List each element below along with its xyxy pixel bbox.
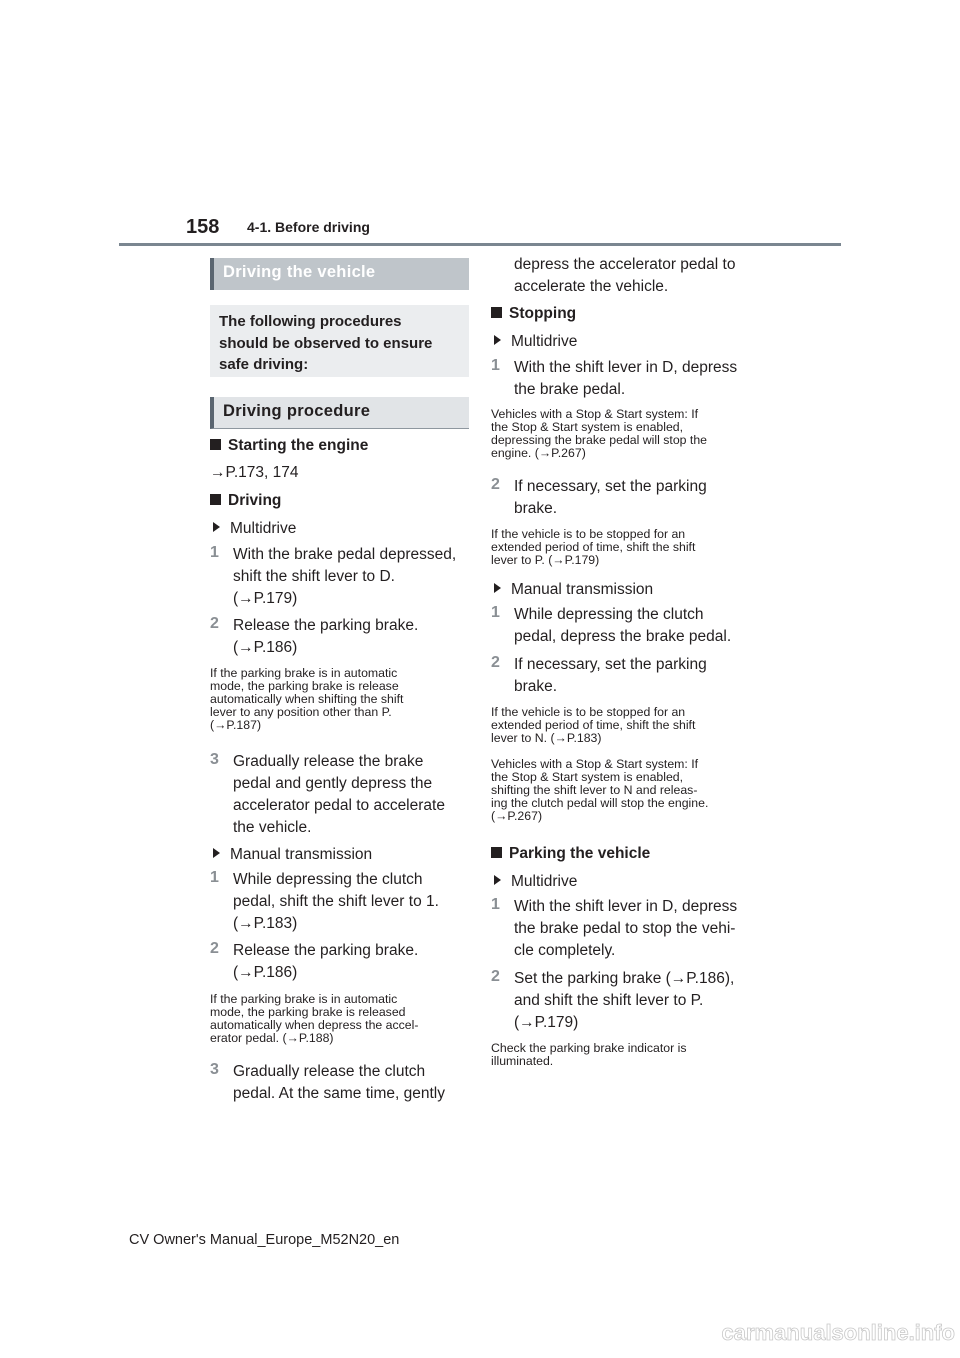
manual-transmission-label: [491, 579, 653, 601]
step-number: 2: [210, 940, 219, 957]
step-line: shift the shift lever to D.: [233, 568, 395, 585]
note-line[interactable]: lever to P. (→P.179): [491, 553, 600, 567]
step-line: accelerator pedal to accelerate: [233, 797, 445, 814]
note-line[interactable]: (→P.187): [210, 718, 262, 732]
heading-driving-vehicle: [210, 258, 469, 290]
note-line: the Stop & Start system is enabled,: [491, 420, 684, 434]
step-line: pedal, depress the brake pedal.: [514, 628, 732, 645]
multidrive-label: [210, 518, 296, 540]
step-line: If necessary, set the parking: [514, 656, 707, 673]
note-line: Vehicles with a Stop & Start system: If: [491, 757, 699, 771]
step-line: With the shift lever in D, depress: [514, 359, 738, 376]
subheading-starting: [210, 435, 368, 457]
step-line: While depressing the clutch: [514, 606, 704, 623]
heading-driving-procedure-text: Driving procedure: [223, 402, 371, 420]
manual-transmission-label: [210, 844, 372, 866]
subheading-text: Parking the vehicle: [509, 845, 651, 862]
step-line: cle completely.: [514, 942, 616, 959]
intro-box: [210, 305, 469, 377]
step-line: pedal. At the same time, gently: [233, 1085, 445, 1102]
step-line: If necessary, set the parking: [514, 478, 707, 495]
step-number: 1: [491, 896, 500, 913]
step-line[interactable]: Set the parking brake (→P.186),: [514, 970, 735, 987]
step-line: brake.: [514, 678, 558, 695]
step-line: Release the parking brake.: [233, 942, 419, 959]
note-line: mode, the parking brake is released: [210, 1005, 406, 1019]
note-line: extended period of time, shift the shift: [491, 540, 696, 554]
triangle-bullet-icon: [213, 522, 220, 532]
square-bullet-icon: [210, 494, 221, 505]
subheading-text: Starting the engine: [228, 437, 369, 454]
note-line[interactable]: engine. (→P.267): [491, 446, 586, 460]
note-line: automatically when shifting the shift: [210, 692, 404, 706]
heading-driving-vehicle-text: Driving the vehicle: [223, 263, 376, 281]
subheading-text: Driving: [228, 492, 282, 509]
label-text: Multidrive: [511, 333, 578, 350]
step-line: With the shift lever in D, depress: [514, 898, 738, 915]
multidrive-label: [491, 331, 577, 353]
step-number: 2: [491, 968, 500, 985]
label-text: Manual transmission: [511, 581, 654, 598]
step-line: and shift the shift lever to P.: [514, 992, 704, 1009]
multidrive-label: [491, 871, 577, 893]
step-number: 2: [491, 476, 500, 493]
note-line[interactable]: (→P.267): [491, 809, 543, 823]
note-line: Vehicles with a Stop & Start system: If: [491, 407, 699, 421]
note-line: depressing the brake pedal will stop the: [491, 433, 708, 447]
intro-line: should be observed to ensure: [219, 334, 433, 352]
subheading-text: Stopping: [509, 305, 577, 322]
step-line: With the brake pedal depressed,: [233, 546, 457, 563]
note-line: lever to any position other than P.: [210, 705, 392, 719]
subheading-driving: [210, 490, 281, 512]
square-bullet-icon: [491, 847, 502, 858]
step-line: While depressing the clutch: [233, 871, 423, 888]
step-line[interactable]: (→P.186): [233, 964, 298, 981]
section-title: 4-1. Before driving: [247, 219, 370, 235]
page-number: 158: [186, 216, 220, 238]
note-line: mode, the parking brake is release: [210, 679, 399, 693]
step-line: Gradually release the clutch: [233, 1063, 426, 1080]
intro-line: safe driving:: [219, 356, 309, 373]
starting-reference-link[interactable]: →P.173, 174: [210, 464, 299, 481]
step-line: Release the parking brake.: [233, 617, 419, 634]
watermark-logo: [709, 1314, 959, 1352]
step-number: 3: [210, 1061, 219, 1078]
label-text: Multidrive: [511, 873, 578, 890]
note-line: the Stop & Start system is enabled,: [491, 770, 684, 784]
note-line: illuminated.: [491, 1054, 554, 1068]
step-line[interactable]: (→P.179): [233, 590, 298, 607]
step-line: the brake pedal.: [514, 381, 626, 398]
step-number: 1: [491, 604, 500, 621]
note-line: ing the clutch pedal will stop the engine.: [491, 796, 709, 810]
subheading-parking: [491, 843, 650, 865]
step-number: 2: [210, 615, 219, 632]
step-line: Gradually release the brake: [233, 753, 424, 770]
step-number: 1: [210, 869, 219, 886]
step-number: 1: [210, 544, 219, 561]
footer-text: CV Owner's Manual_Europe_M52N20_en: [129, 1232, 400, 1248]
note-line[interactable]: erator pedal. (→P.188): [210, 1031, 334, 1045]
note-line: extended period of time, shift the shift: [491, 718, 696, 732]
triangle-bullet-icon: [213, 848, 220, 858]
heading-driving-procedure: [210, 397, 469, 429]
triangle-bullet-icon: [494, 875, 501, 885]
step-line: the vehicle.: [233, 819, 312, 836]
note-line: If the parking brake is in automatic: [210, 666, 398, 680]
square-bullet-icon: [491, 307, 502, 318]
note-line: shifting the shift lever to N and releas-: [491, 783, 698, 797]
continued-line: accelerate the vehicle.: [514, 278, 669, 295]
label-text: Manual transmission: [230, 846, 373, 863]
step-line: pedal, shift the shift lever to 1.: [233, 893, 439, 910]
subheading-stopping: [491, 303, 576, 325]
square-bullet-icon: [210, 439, 221, 450]
step-line: pedal and gently depress the: [233, 775, 433, 792]
header-rule: [119, 243, 841, 246]
step-line[interactable]: (→P.183): [233, 915, 298, 932]
watermark-text: carmanualsonline.info: [721, 1320, 955, 1345]
continued-line: depress the accelerator pedal to: [514, 256, 736, 273]
step-line: brake.: [514, 500, 558, 517]
note-line: Check the parking brake indicator is: [491, 1041, 687, 1055]
step-number: 1: [491, 357, 500, 374]
triangle-bullet-icon: [494, 583, 501, 593]
step-line[interactable]: (→P.179): [514, 1014, 579, 1031]
note-line: If the vehicle is to be stopped for an: [491, 527, 686, 541]
step-number: 3: [210, 751, 219, 768]
triangle-bullet-icon: [494, 335, 501, 345]
note-line: automatically when depress the accel-: [210, 1018, 419, 1032]
intro-line: The following procedures: [219, 313, 402, 330]
label-text: Multidrive: [230, 520, 297, 537]
step-number: 2: [491, 654, 500, 671]
step-line: the brake pedal to stop the vehi-: [514, 920, 736, 937]
note-line[interactable]: lever to N. (→P.183): [491, 731, 602, 745]
note-line: If the vehicle is to be stopped for an: [491, 705, 686, 719]
note-line: If the parking brake is in automatic: [210, 992, 398, 1006]
step-line[interactable]: (→P.186): [233, 639, 298, 656]
